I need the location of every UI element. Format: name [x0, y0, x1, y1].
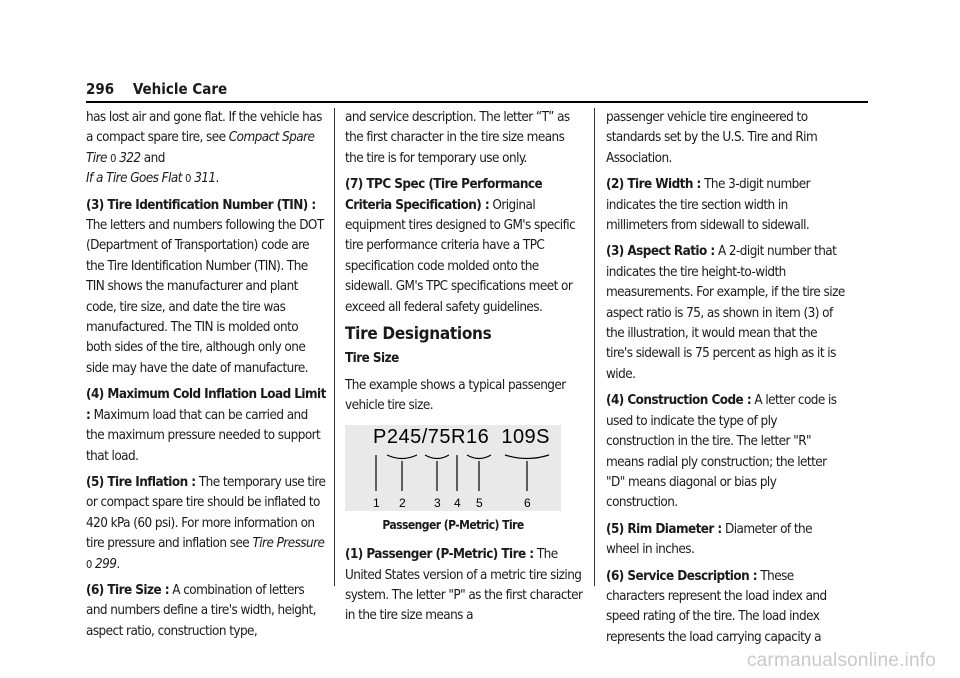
paragraph-passenger-vehicle: passenger vehicle tire engineered to standards set by the U.S. Tire and Rim Association.: [606, 110, 818, 166]
intro-paragraph: The example shows a typical passenger vehicle tire size.: [345, 377, 566, 414]
item-text: These characters represent the load index and speed rating of the tire. The load index represents the load carrying capacity a: [606, 568, 827, 645]
item-label: (1) Passenger (P-Metric) Tire :: [345, 547, 534, 563]
page-ref-arrow-icon: 0: [185, 172, 191, 186]
header-rule: [86, 101, 868, 103]
column-2: [345, 108, 585, 633]
item-construction-code: [606, 391, 846, 513]
item-text: A 2-digit number that indicates the tire height-to-width measurements. For example, if the tire size aspect ratio is 75, as shown in item (3) of the illustration, it would mean that the tire's sidewall is 75 percent as high as it is wide.: [606, 244, 845, 382]
link-if-a-tire-goes-flat[interactable]: If a Tire Goes Flat: [86, 171, 182, 187]
section-heading: Tire Designations: [345, 324, 492, 345]
item-label: (7) TPC Spec (Tire Performance Criteria Specification) :: [345, 177, 543, 213]
item-label: (6) Service Description :: [606, 568, 758, 584]
item-text: The United States version of a metric tire sizing system. The letter "P" as the first character in the tire size means a: [345, 547, 583, 624]
column-divider-2: [594, 108, 595, 586]
item-tire-size: [86, 581, 326, 642]
item-label: (6) Tire Size :: [86, 582, 169, 598]
section-title: Vehicle Care: [132, 80, 228, 98]
figure-caption: Passenger (P-Metric) Tire: [382, 517, 524, 532]
paragraph-compact-spare: has lost air and gone flat. If the vehicle has a compact spare tire, see Compact Spare Tire 0 322 and If a Tire Goes Flat 0 311.: [86, 110, 322, 187]
column-divider-1: [334, 108, 335, 586]
item-label: (2) Tire Width :: [606, 177, 701, 193]
item-tpc-spec: [345, 175, 585, 318]
link-tire-pressure[interactable]: Tire Pressure: [252, 536, 325, 552]
item-text: A letter code is used to indicate the type of ply construction in the tire. The letter "R" means radial ply construction; the letter "D" means diagonal or bias ply construction.: [606, 393, 837, 511]
callout-1: 1: [372, 495, 380, 510]
callout-2: 2: [398, 495, 406, 510]
item-label: (5) Rim Diameter :: [606, 521, 722, 537]
subsection-heading: Tire Size: [345, 351, 399, 367]
item-label: (3) Aspect Ratio :: [606, 244, 715, 260]
item-text: The 3-digit number indicates the tire section width in millimeters from sidewall to sidewall.: [606, 177, 811, 234]
page-ref-arrow-icon: 0: [86, 557, 92, 571]
item-text: The letters and numbers following the DOT (Department of Transportation) code are the Tire Identification Number (TIN). The TIN shows the manufacturer and plant code, tire size, and date the tire was manufactured. The TIN is molded onto both sides of the tire, although only one side may have the date of manufacture.: [86, 218, 324, 376]
page-ref-322[interactable]: 322: [119, 150, 141, 166]
page-ref-311[interactable]: 311: [194, 171, 216, 187]
page-number: 296: [86, 80, 115, 98]
item-text: Maximum load that can be carried and the maximum pressure needed to support that load.: [86, 407, 321, 464]
item-tire-inflation: (5) Tire Inflation : The temporary use tire or compact spare tire should be inflated to 420 kPa (60 psi). For more information on tire pressure and inflation see Tire Pressure 0 299.: [86, 474, 326, 572]
callout-6: 6: [523, 495, 531, 510]
item-label: (4) Construction Code :: [606, 393, 752, 409]
paragraph-temporary-use: and service description. The letter “T” as the first character in the tire size means the tire is for temporary use only.: [345, 110, 570, 166]
item-text: Diameter of the wheel in inches.: [606, 521, 813, 558]
item-text: Original equipment tires designed to GM's specific tire performance criteria have a TPC specification code molded onto the sidewall. GM's TPC specifications meet or exceed all federal safety guidelines.: [345, 197, 576, 315]
item-text: A combination of letters and numbers define a tire's width, height, aspect ratio, construction type,: [86, 582, 316, 639]
item-label: (3) Tire Identification Number (TIN) :: [86, 197, 316, 213]
callout-4: 4: [453, 495, 461, 510]
item-rim-diameter: [606, 520, 846, 561]
callout-3: 3: [433, 495, 441, 510]
item-tin: [86, 196, 326, 380]
item-text: The temporary use tire or compact spare tire should be inflated to 420 kPa (60 psi). For more information on tire pressure and inflation see: [86, 474, 326, 552]
item-label: (5) Tire Inflation :: [86, 474, 196, 490]
page-ref-299[interactable]: 299: [95, 556, 117, 572]
tire-size-illustration: [345, 425, 561, 511]
tire-size-callout-lines: [345, 425, 561, 511]
item-service-description: [606, 567, 846, 649]
item-max-cold-inflation: [86, 385, 326, 467]
column-1: [86, 108, 326, 648]
item-aspect-ratio: [606, 242, 846, 385]
tire-size-code: P245/75R16 109S: [373, 425, 551, 448]
callout-5: 5: [475, 495, 483, 510]
column-3: [606, 108, 846, 654]
item-label: (4) Maximum Cold Inflation Load Limit :: [86, 387, 326, 423]
item-passenger-tire: [345, 545, 585, 627]
page-header: [86, 80, 227, 98]
page-ref-arrow-icon: 0: [110, 151, 116, 165]
item-tire-width: [606, 175, 846, 236]
link-compact-spare-tire[interactable]: Compact Spare Tire: [86, 130, 315, 166]
watermark: carmanualsonline.info: [746, 650, 936, 671]
